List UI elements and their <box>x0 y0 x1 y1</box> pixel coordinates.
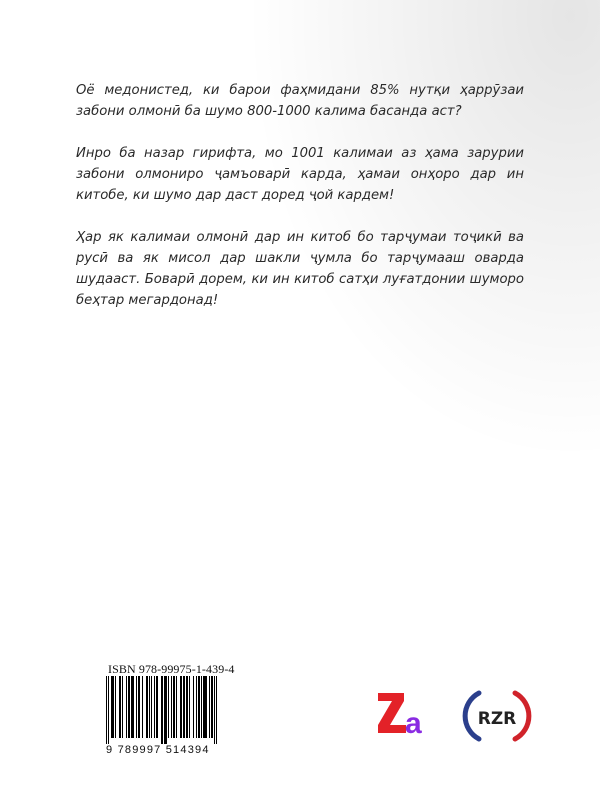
description-text <box>76 80 524 332</box>
paragraph-3: Ҳар як калимаи олмонӣ дар ин китоб бо тарҷумаи тоҷикӣ ва русӣ ва як мисол дар шакли ҷумла бо тарҷумааш оварда шудааст. Боварӣ дорем, ки ин китоб сатҳи луғатдонии шуморо беҳтар мегардонад! <box>76 230 524 308</box>
barcode-digits: 9 789997 514394 <box>106 744 210 756</box>
isbn-barcode <box>106 662 256 758</box>
rzr-logo <box>461 687 533 745</box>
paragraph-1: Оё медонистед, ки барои фаҳмидани 85% нутқи ҳаррӯзаи забони олмонӣ ба шумо 800-1000 калима басанда аст? <box>76 83 524 119</box>
paragraph-2: Инро ба назар гирифта, мо 1001 калимаи аз ҳама зарурии забони олмониро ҷамъоварӣ карда, ҳамаи онҳоро дар ин китобе, ки шумо дар даст доред ҷой кардем! <box>76 146 524 203</box>
za-logo-a: a <box>405 707 422 737</box>
publisher-za-logo <box>374 689 432 737</box>
barcode-bars <box>106 676 252 742</box>
rzr-logo-text: RZR <box>477 709 517 729</box>
rzr-right-arc <box>515 693 529 739</box>
barcode-bar <box>216 676 217 744</box>
isbn-label: ISBN 978-99975-1-439-4 <box>108 662 235 676</box>
